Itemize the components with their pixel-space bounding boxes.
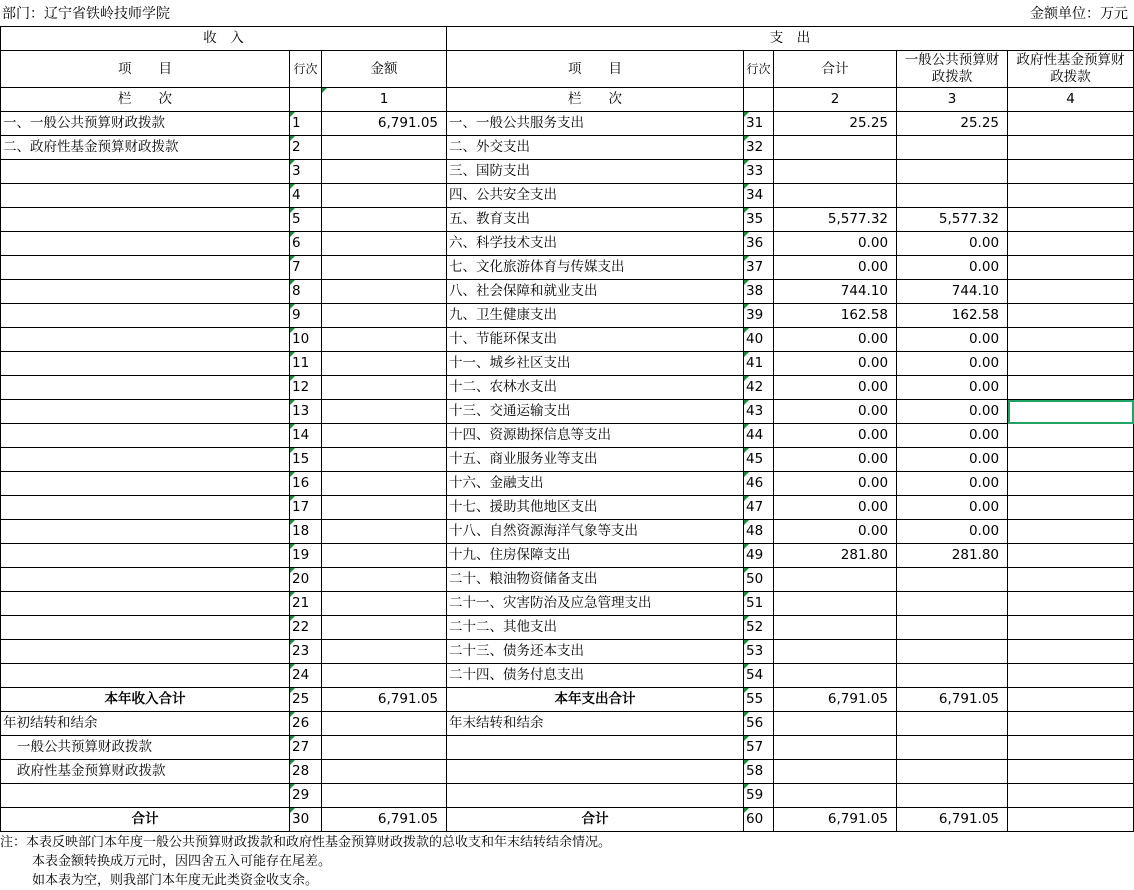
- income-row-no-cell[interactable]: 18: [290, 520, 322, 544]
- expense-total-cell[interactable]: [774, 592, 897, 616]
- expense-row-no-cell[interactable]: 47: [744, 496, 774, 520]
- income-row-no-cell[interactable]: 13: [290, 400, 322, 424]
- expense-item-cell[interactable]: 七、文化旅游体育与传媒支出: [447, 256, 744, 280]
- total-col-number[interactable]: 2: [774, 88, 897, 112]
- income-item-cell[interactable]: 合计: [1, 808, 290, 832]
- general-budget-cell[interactable]: 6,791.05: [897, 808, 1008, 832]
- income-amount-cell[interactable]: [322, 544, 447, 568]
- general-budget-cell[interactable]: 0.00: [897, 376, 1008, 400]
- income-item-cell[interactable]: [1, 376, 290, 400]
- expense-row-no-cell[interactable]: 43: [744, 400, 774, 424]
- table-row: [1, 664, 1134, 688]
- income-item-cell[interactable]: 政府性基金预算财政拨款: [1, 760, 290, 784]
- gov-fund-header[interactable]: 政府性基金预算财政拨款: [1008, 51, 1134, 88]
- expense-total-cell[interactable]: [774, 184, 897, 208]
- expense-total-cell[interactable]: 25.25: [774, 112, 897, 136]
- gov-fund-cell[interactable]: [1008, 544, 1134, 568]
- income-item-cell[interactable]: [1, 328, 290, 352]
- expense-item-cell[interactable]: 二十一、灾害防治及应急管理支出: [447, 592, 744, 616]
- income-row-no-cell[interactable]: 2: [290, 136, 322, 160]
- expense-item-cell[interactable]: 十三、交通运输支出: [447, 400, 744, 424]
- general-budget-cell[interactable]: [897, 712, 1008, 736]
- gov-fund-cell[interactable]: [1008, 232, 1134, 256]
- income-item-header[interactable]: 项 目: [1, 51, 290, 88]
- general-budget-cell[interactable]: [897, 568, 1008, 592]
- expense-item-cell[interactable]: 二十四、债务付息支出: [447, 664, 744, 688]
- expense-item-cell[interactable]: 四、公共安全支出: [447, 184, 744, 208]
- income-row-no-cell[interactable]: 17: [290, 496, 322, 520]
- table-row: [1, 424, 1134, 448]
- table-row: [1, 136, 1134, 160]
- general-budget-cell[interactable]: 162.58: [897, 304, 1008, 328]
- table-row: [1, 496, 1134, 520]
- general-budget-cell[interactable]: [897, 616, 1008, 640]
- gov-fund-cell[interactable]: [1008, 640, 1134, 664]
- gov-fund-cell[interactable]: [1008, 352, 1134, 376]
- gov-fund-cell[interactable]: [1008, 472, 1134, 496]
- general-budget-cell[interactable]: 281.80: [897, 544, 1008, 568]
- income-row-no-cell[interactable]: 27: [290, 736, 322, 760]
- expense-item-cell[interactable]: [447, 736, 744, 760]
- expense-row-no-cell[interactable]: 31: [744, 112, 774, 136]
- income-amount-cell[interactable]: [322, 136, 447, 160]
- income-row-no-cell[interactable]: 16: [290, 472, 322, 496]
- expense-item-cell[interactable]: 十一、城乡社区支出: [447, 352, 744, 376]
- expense-total-cell[interactable]: 0.00: [774, 424, 897, 448]
- expense-item-cell[interactable]: 五、教育支出: [447, 208, 744, 232]
- income-row-no-cell[interactable]: 21: [290, 592, 322, 616]
- income-col-number[interactable]: 1: [322, 88, 447, 112]
- gov-fund-cell[interactable]: [1008, 208, 1134, 232]
- expense-item-cell[interactable]: 二十、粮油物资储备支出: [447, 568, 744, 592]
- expense-row-no-cell[interactable]: 56: [744, 712, 774, 736]
- income-row-no-cell[interactable]: 23: [290, 640, 322, 664]
- expense-row-no-cell[interactable]: 50: [744, 568, 774, 592]
- income-row-no-cell[interactable]: 19: [290, 544, 322, 568]
- income-item-cell[interactable]: [1, 280, 290, 304]
- income-amount-cell[interactable]: [322, 304, 447, 328]
- expense-total-cell[interactable]: 0.00: [774, 448, 897, 472]
- gov-fund-cell[interactable]: [1008, 304, 1134, 328]
- table-row: [1, 592, 1134, 616]
- note-line: 注：本表反映部门本年度一般公共预算财政拨款和政府性基金预算财政拨款的总收支和年末结转结余情况。: [0, 835, 612, 850]
- note-line: 本表金额转换成万元时，因四舍五入可能存在尾差。: [32, 854, 332, 869]
- gov-fund-cell[interactable]: [1008, 760, 1134, 784]
- income-item-cell[interactable]: [1, 640, 290, 664]
- gov-fund-cell[interactable]: [1008, 520, 1134, 544]
- table-row: [1, 448, 1134, 472]
- income-item-cell[interactable]: [1, 352, 290, 376]
- income-row-no-cell[interactable]: 6: [290, 232, 322, 256]
- gov-fund-cell[interactable]: [1008, 592, 1134, 616]
- income-row-no-cell[interactable]: 22: [290, 616, 322, 640]
- general-budget-cell[interactable]: 6,791.05: [897, 688, 1008, 712]
- expense-item-header[interactable]: 项 目: [447, 51, 744, 88]
- income-lanci-blank[interactable]: [290, 88, 322, 112]
- table-row: [1, 304, 1134, 328]
- income-amount-cell[interactable]: [322, 520, 447, 544]
- department-label: 部门：辽宁省铁岭技师学院: [2, 6, 170, 22]
- table-row: [1, 616, 1134, 640]
- income-amount-cell[interactable]: [322, 376, 447, 400]
- expense-group-header[interactable]: 支 出: [447, 27, 1134, 51]
- general-budget-cell[interactable]: [897, 184, 1008, 208]
- expense-total-cell[interactable]: 0.00: [774, 232, 897, 256]
- income-amount-cell[interactable]: 6,791.05: [322, 112, 447, 136]
- gov-fund-cell[interactable]: [1008, 328, 1134, 352]
- income-row-no-cell[interactable]: 4: [290, 184, 322, 208]
- expense-row-no-cell[interactable]: 33: [744, 160, 774, 184]
- general-budget-cell[interactable]: 0.00: [897, 472, 1008, 496]
- income-amount-header[interactable]: 金额: [322, 51, 447, 88]
- expense-item-cell[interactable]: 合计: [447, 808, 744, 832]
- income-item-cell[interactable]: [1, 664, 290, 688]
- general-budget-cell[interactable]: [897, 760, 1008, 784]
- income-item-cell[interactable]: [1, 616, 290, 640]
- income-amount-cell[interactable]: [322, 472, 447, 496]
- expense-item-cell[interactable]: [447, 784, 744, 808]
- expense-row-no-cell[interactable]: 41: [744, 352, 774, 376]
- expense-total-cell[interactable]: [774, 568, 897, 592]
- expense-item-cell[interactable]: 八、社会保障和就业支出: [447, 280, 744, 304]
- general-budget-cell[interactable]: [897, 664, 1008, 688]
- gov-fund-cell[interactable]: [1008, 448, 1134, 472]
- table-row: [1, 760, 1134, 784]
- expense-total-cell[interactable]: 0.00: [774, 496, 897, 520]
- income-item-cell[interactable]: [1, 472, 290, 496]
- expense-row-no-cell[interactable]: 49: [744, 544, 774, 568]
- income-row-no-cell[interactable]: 14: [290, 424, 322, 448]
- income-lanci[interactable]: 栏 次: [1, 88, 290, 112]
- expense-item-cell[interactable]: 十八、自然资源海洋气象等支出: [447, 520, 744, 544]
- income-row-no-cell[interactable]: 15: [290, 448, 322, 472]
- income-amount-cell[interactable]: [322, 784, 447, 808]
- income-amount-cell[interactable]: [322, 640, 447, 664]
- table-row: [1, 736, 1134, 760]
- gov-fund-cell[interactable]: [1008, 376, 1134, 400]
- income-item-cell[interactable]: [1, 184, 290, 208]
- gov-fund-cell[interactable]: [1008, 160, 1134, 184]
- income-amount-cell[interactable]: [322, 664, 447, 688]
- expense-row-no-cell[interactable]: 46: [744, 472, 774, 496]
- income-row-no-cell[interactable]: 24: [290, 664, 322, 688]
- general-budget-cell[interactable]: [897, 160, 1008, 184]
- income-item-cell[interactable]: [1, 568, 290, 592]
- income-group-header[interactable]: 收 入: [1, 27, 447, 51]
- income-row-no-cell[interactable]: 8: [290, 280, 322, 304]
- table-row: [1, 256, 1134, 280]
- income-row-no-cell[interactable]: 20: [290, 568, 322, 592]
- income-item-cell[interactable]: [1, 544, 290, 568]
- expense-item-cell[interactable]: 三、国防支出: [447, 160, 744, 184]
- note-line: 如本表为空，则我部门本年度无此类资金收支余。: [32, 873, 319, 888]
- gov-fund-cell[interactable]: [1008, 664, 1134, 688]
- table-row: [1, 328, 1134, 352]
- expense-total-cell[interactable]: [774, 736, 897, 760]
- table-row: [1, 688, 1134, 712]
- income-row-no-cell[interactable]: 9: [290, 304, 322, 328]
- expense-row-no-header[interactable]: 行次: [744, 51, 774, 88]
- expense-item-cell[interactable]: 一、一般公共服务支出: [447, 112, 744, 136]
- expense-row-no-cell[interactable]: 51: [744, 592, 774, 616]
- table-row: [1, 400, 1134, 424]
- income-item-cell[interactable]: [1, 424, 290, 448]
- table-row: [1, 280, 1134, 304]
- gov-fund-cell[interactable]: [1008, 112, 1134, 136]
- table-row: [1, 640, 1134, 664]
- expense-total-cell[interactable]: 0.00: [774, 400, 897, 424]
- income-amount-cell[interactable]: [322, 208, 447, 232]
- expense-total-cell[interactable]: [774, 760, 897, 784]
- income-item-cell[interactable]: [1, 496, 290, 520]
- income-amount-cell[interactable]: [322, 352, 447, 376]
- expense-row-no-cell[interactable]: 32: [744, 136, 774, 160]
- expense-total-cell[interactable]: [774, 784, 897, 808]
- income-row-no-header[interactable]: 行次: [290, 51, 322, 88]
- unit-label: 金额单位：万元: [1030, 6, 1128, 22]
- income-amount-cell[interactable]: [322, 736, 447, 760]
- expense-total-cell[interactable]: [774, 616, 897, 640]
- expense-total-cell[interactable]: [774, 160, 897, 184]
- expense-total-cell[interactable]: [774, 712, 897, 736]
- table-row: [1, 544, 1134, 568]
- table-row: [1, 784, 1134, 808]
- general-budget-cell[interactable]: 744.10: [897, 280, 1008, 304]
- income-amount-cell[interactable]: [322, 496, 447, 520]
- expense-row-no-cell[interactable]: 34: [744, 184, 774, 208]
- expense-row-no-cell[interactable]: 53: [744, 640, 774, 664]
- income-item-cell[interactable]: 年初结转和结余: [1, 712, 290, 736]
- gov-fund-cell[interactable]: [1008, 424, 1134, 448]
- income-item-cell[interactable]: [1, 208, 290, 232]
- income-row-no-cell[interactable]: 28: [290, 760, 322, 784]
- expense-total-cell[interactable]: 0.00: [774, 328, 897, 352]
- expense-item-cell[interactable]: 十、节能环保支出: [447, 328, 744, 352]
- general-budget-cell[interactable]: [897, 592, 1008, 616]
- table-row: [1, 184, 1134, 208]
- expense-total-cell[interactable]: [774, 640, 897, 664]
- general-budget-cell[interactable]: [897, 640, 1008, 664]
- expense-item-cell[interactable]: 十九、住房保障支出: [447, 544, 744, 568]
- income-item-cell[interactable]: [1, 256, 290, 280]
- expense-item-cell[interactable]: 本年支出合计: [447, 688, 744, 712]
- expense-row-no-cell[interactable]: 55: [744, 688, 774, 712]
- expense-row-no-cell[interactable]: 35: [744, 208, 774, 232]
- general-budget-cell[interactable]: 25.25: [897, 112, 1008, 136]
- expense-item-cell[interactable]: 九、卫生健康支出: [447, 304, 744, 328]
- general-budget-cell[interactable]: 5,577.32: [897, 208, 1008, 232]
- income-item-cell[interactable]: [1, 304, 290, 328]
- table-row: [1, 520, 1134, 544]
- income-item-cell[interactable]: [1, 232, 290, 256]
- expense-row-no-cell[interactable]: 36: [744, 232, 774, 256]
- gov-fund-cell[interactable]: [1008, 256, 1134, 280]
- gov-fund-cell[interactable]: [1008, 784, 1134, 808]
- income-item-cell[interactable]: [1, 520, 290, 544]
- expense-lanci[interactable]: 栏 次: [447, 88, 744, 112]
- expense-total-cell[interactable]: 162.58: [774, 304, 897, 328]
- expense-item-cell[interactable]: 十六、金融支出: [447, 472, 744, 496]
- income-row-no-cell[interactable]: 11: [290, 352, 322, 376]
- income-item-cell[interactable]: 本年收入合计: [1, 688, 290, 712]
- income-item-cell[interactable]: [1, 448, 290, 472]
- table-row: [1, 352, 1134, 376]
- general-budget-cell[interactable]: [897, 736, 1008, 760]
- expense-total-cell[interactable]: 744.10: [774, 280, 897, 304]
- general-budget-cell[interactable]: 0.00: [897, 520, 1008, 544]
- income-row-no-cell[interactable]: 3: [290, 160, 322, 184]
- income-row-no-cell[interactable]: 26: [290, 712, 322, 736]
- expense-item-cell[interactable]: 二十三、债务还本支出: [447, 640, 744, 664]
- gov-fund-cell[interactable]: [1008, 136, 1134, 160]
- income-amount-cell[interactable]: 6,791.05: [322, 808, 447, 832]
- expense-item-cell[interactable]: 年末结转和结余: [447, 712, 744, 736]
- general-budget-cell[interactable]: 0.00: [897, 400, 1008, 424]
- income-item-cell[interactable]: 二、政府性基金预算财政拨款: [1, 136, 290, 160]
- expense-item-cell[interactable]: 六、科学技术支出: [447, 232, 744, 256]
- table-row: [1, 712, 1134, 736]
- income-item-cell[interactable]: [1, 400, 290, 424]
- expense-row-no-cell[interactable]: 54: [744, 664, 774, 688]
- expense-total-cell[interactable]: [774, 136, 897, 160]
- expense-total-cell[interactable]: 6,791.05: [774, 688, 897, 712]
- table-row: [1, 376, 1134, 400]
- expense-total-cell[interactable]: 0.00: [774, 520, 897, 544]
- expense-lanci-blank[interactable]: [744, 88, 774, 112]
- expense-total-cell[interactable]: 5,577.32: [774, 208, 897, 232]
- income-item-cell[interactable]: [1, 592, 290, 616]
- expense-total-header[interactable]: 合计: [774, 51, 897, 88]
- general-budget-cell[interactable]: 0.00: [897, 256, 1008, 280]
- table-row: [1, 808, 1134, 832]
- expense-row-no-cell[interactable]: 60: [744, 808, 774, 832]
- expense-row-no-cell[interactable]: 52: [744, 616, 774, 640]
- expense-item-cell[interactable]: 十五、商业服务业等支出: [447, 448, 744, 472]
- income-row-no-cell[interactable]: 25: [290, 688, 322, 712]
- expense-item-cell[interactable]: 十二、农林水支出: [447, 376, 744, 400]
- income-row-no-cell[interactable]: 5: [290, 208, 322, 232]
- income-amount-cell[interactable]: [322, 160, 447, 184]
- income-amount-cell[interactable]: [322, 712, 447, 736]
- income-amount-cell[interactable]: [322, 328, 447, 352]
- gov-fund-cell[interactable]: [1008, 568, 1134, 592]
- gov-fund-cell[interactable]: [1008, 688, 1134, 712]
- income-row-no-cell[interactable]: 12: [290, 376, 322, 400]
- general-col-number[interactable]: 3: [897, 88, 1008, 112]
- expense-row-no-cell[interactable]: 59: [744, 784, 774, 808]
- expense-row-no-cell[interactable]: 58: [744, 760, 774, 784]
- expense-item-cell[interactable]: 二十二、其他支出: [447, 616, 744, 640]
- expense-total-cell[interactable]: 281.80: [774, 544, 897, 568]
- expense-item-cell[interactable]: 二、外交支出: [447, 136, 744, 160]
- general-budget-cell[interactable]: 0.00: [897, 448, 1008, 472]
- expense-row-no-cell[interactable]: 45: [744, 448, 774, 472]
- gov-fund-cell[interactable]: [1008, 400, 1134, 424]
- gov-fund-cell[interactable]: [1008, 808, 1134, 832]
- expense-item-cell[interactable]: [447, 760, 744, 784]
- income-amount-cell[interactable]: [322, 424, 447, 448]
- income-amount-cell[interactable]: [322, 760, 447, 784]
- notes: [0, 833, 611, 890]
- gov-fund-cell[interactable]: [1008, 280, 1134, 304]
- income-item-cell[interactable]: 一般公共预算财政拨款: [1, 736, 290, 760]
- income-item-cell[interactable]: 一、一般公共预算财政拨款: [1, 112, 290, 136]
- income-amount-cell[interactable]: [322, 448, 447, 472]
- income-amount-cell[interactable]: 6,791.05: [322, 688, 447, 712]
- general-budget-cell[interactable]: 0.00: [897, 328, 1008, 352]
- income-amount-cell[interactable]: [322, 400, 447, 424]
- table-row: [1, 472, 1134, 496]
- general-budget-cell[interactable]: 0.00: [897, 352, 1008, 376]
- expense-row-no-cell[interactable]: 39: [744, 304, 774, 328]
- general-budget-cell[interactable]: 0.00: [897, 424, 1008, 448]
- expense-total-cell[interactable]: 6,791.05: [774, 808, 897, 832]
- gov-fund-cell[interactable]: [1008, 712, 1134, 736]
- income-row-no-cell[interactable]: 1: [290, 112, 322, 136]
- table-row: [1, 208, 1134, 232]
- income-row-no-cell[interactable]: 7: [290, 256, 322, 280]
- income-item-cell[interactable]: [1, 784, 290, 808]
- expense-row-no-cell[interactable]: 38: [744, 280, 774, 304]
- expense-total-cell[interactable]: [774, 664, 897, 688]
- general-budget-header[interactable]: 一般公共预算财政拨款: [897, 51, 1008, 88]
- expense-item-cell[interactable]: 十四、资源勘探信息等支出: [447, 424, 744, 448]
- general-budget-cell[interactable]: 0.00: [897, 232, 1008, 256]
- income-amount-cell[interactable]: [322, 568, 447, 592]
- expense-row-no-cell[interactable]: 37: [744, 256, 774, 280]
- expense-row-no-cell[interactable]: 57: [744, 736, 774, 760]
- income-amount-cell[interactable]: [322, 280, 447, 304]
- income-amount-cell[interactable]: [322, 232, 447, 256]
- income-amount-cell[interactable]: [322, 592, 447, 616]
- income-item-cell[interactable]: [1, 160, 290, 184]
- expense-total-cell[interactable]: 0.00: [774, 256, 897, 280]
- finance-table: [0, 26, 1134, 832]
- income-row-no-cell[interactable]: 10: [290, 328, 322, 352]
- gov-fund-cell[interactable]: [1008, 736, 1134, 760]
- general-budget-cell[interactable]: [897, 784, 1008, 808]
- income-row-no-cell[interactable]: 30: [290, 808, 322, 832]
- table-row: [1, 568, 1134, 592]
- gov-fund-cell[interactable]: [1008, 496, 1134, 520]
- fund-col-number[interactable]: 4: [1008, 88, 1134, 112]
- expense-total-cell[interactable]: 0.00: [774, 472, 897, 496]
- expense-total-cell[interactable]: 0.00: [774, 376, 897, 400]
- table-row: [1, 112, 1134, 136]
- income-amount-cell[interactable]: [322, 616, 447, 640]
- gov-fund-cell[interactable]: [1008, 616, 1134, 640]
- income-amount-cell[interactable]: [322, 184, 447, 208]
- table-row: [1, 160, 1134, 184]
- income-amount-cell[interactable]: [322, 256, 447, 280]
- expense-row-no-cell[interactable]: 42: [744, 376, 774, 400]
- expense-row-no-cell[interactable]: 40: [744, 328, 774, 352]
- table-row: [1, 232, 1134, 256]
- gov-fund-cell[interactable]: [1008, 184, 1134, 208]
- expense-total-cell[interactable]: 0.00: [774, 352, 897, 376]
- general-budget-cell[interactable]: [897, 136, 1008, 160]
- expense-row-no-cell[interactable]: 44: [744, 424, 774, 448]
- general-budget-cell[interactable]: 0.00: [897, 496, 1008, 520]
- income-row-no-cell[interactable]: 29: [290, 784, 322, 808]
- expense-row-no-cell[interactable]: 48: [744, 520, 774, 544]
- expense-item-cell[interactable]: 十七、援助其他地区支出: [447, 496, 744, 520]
